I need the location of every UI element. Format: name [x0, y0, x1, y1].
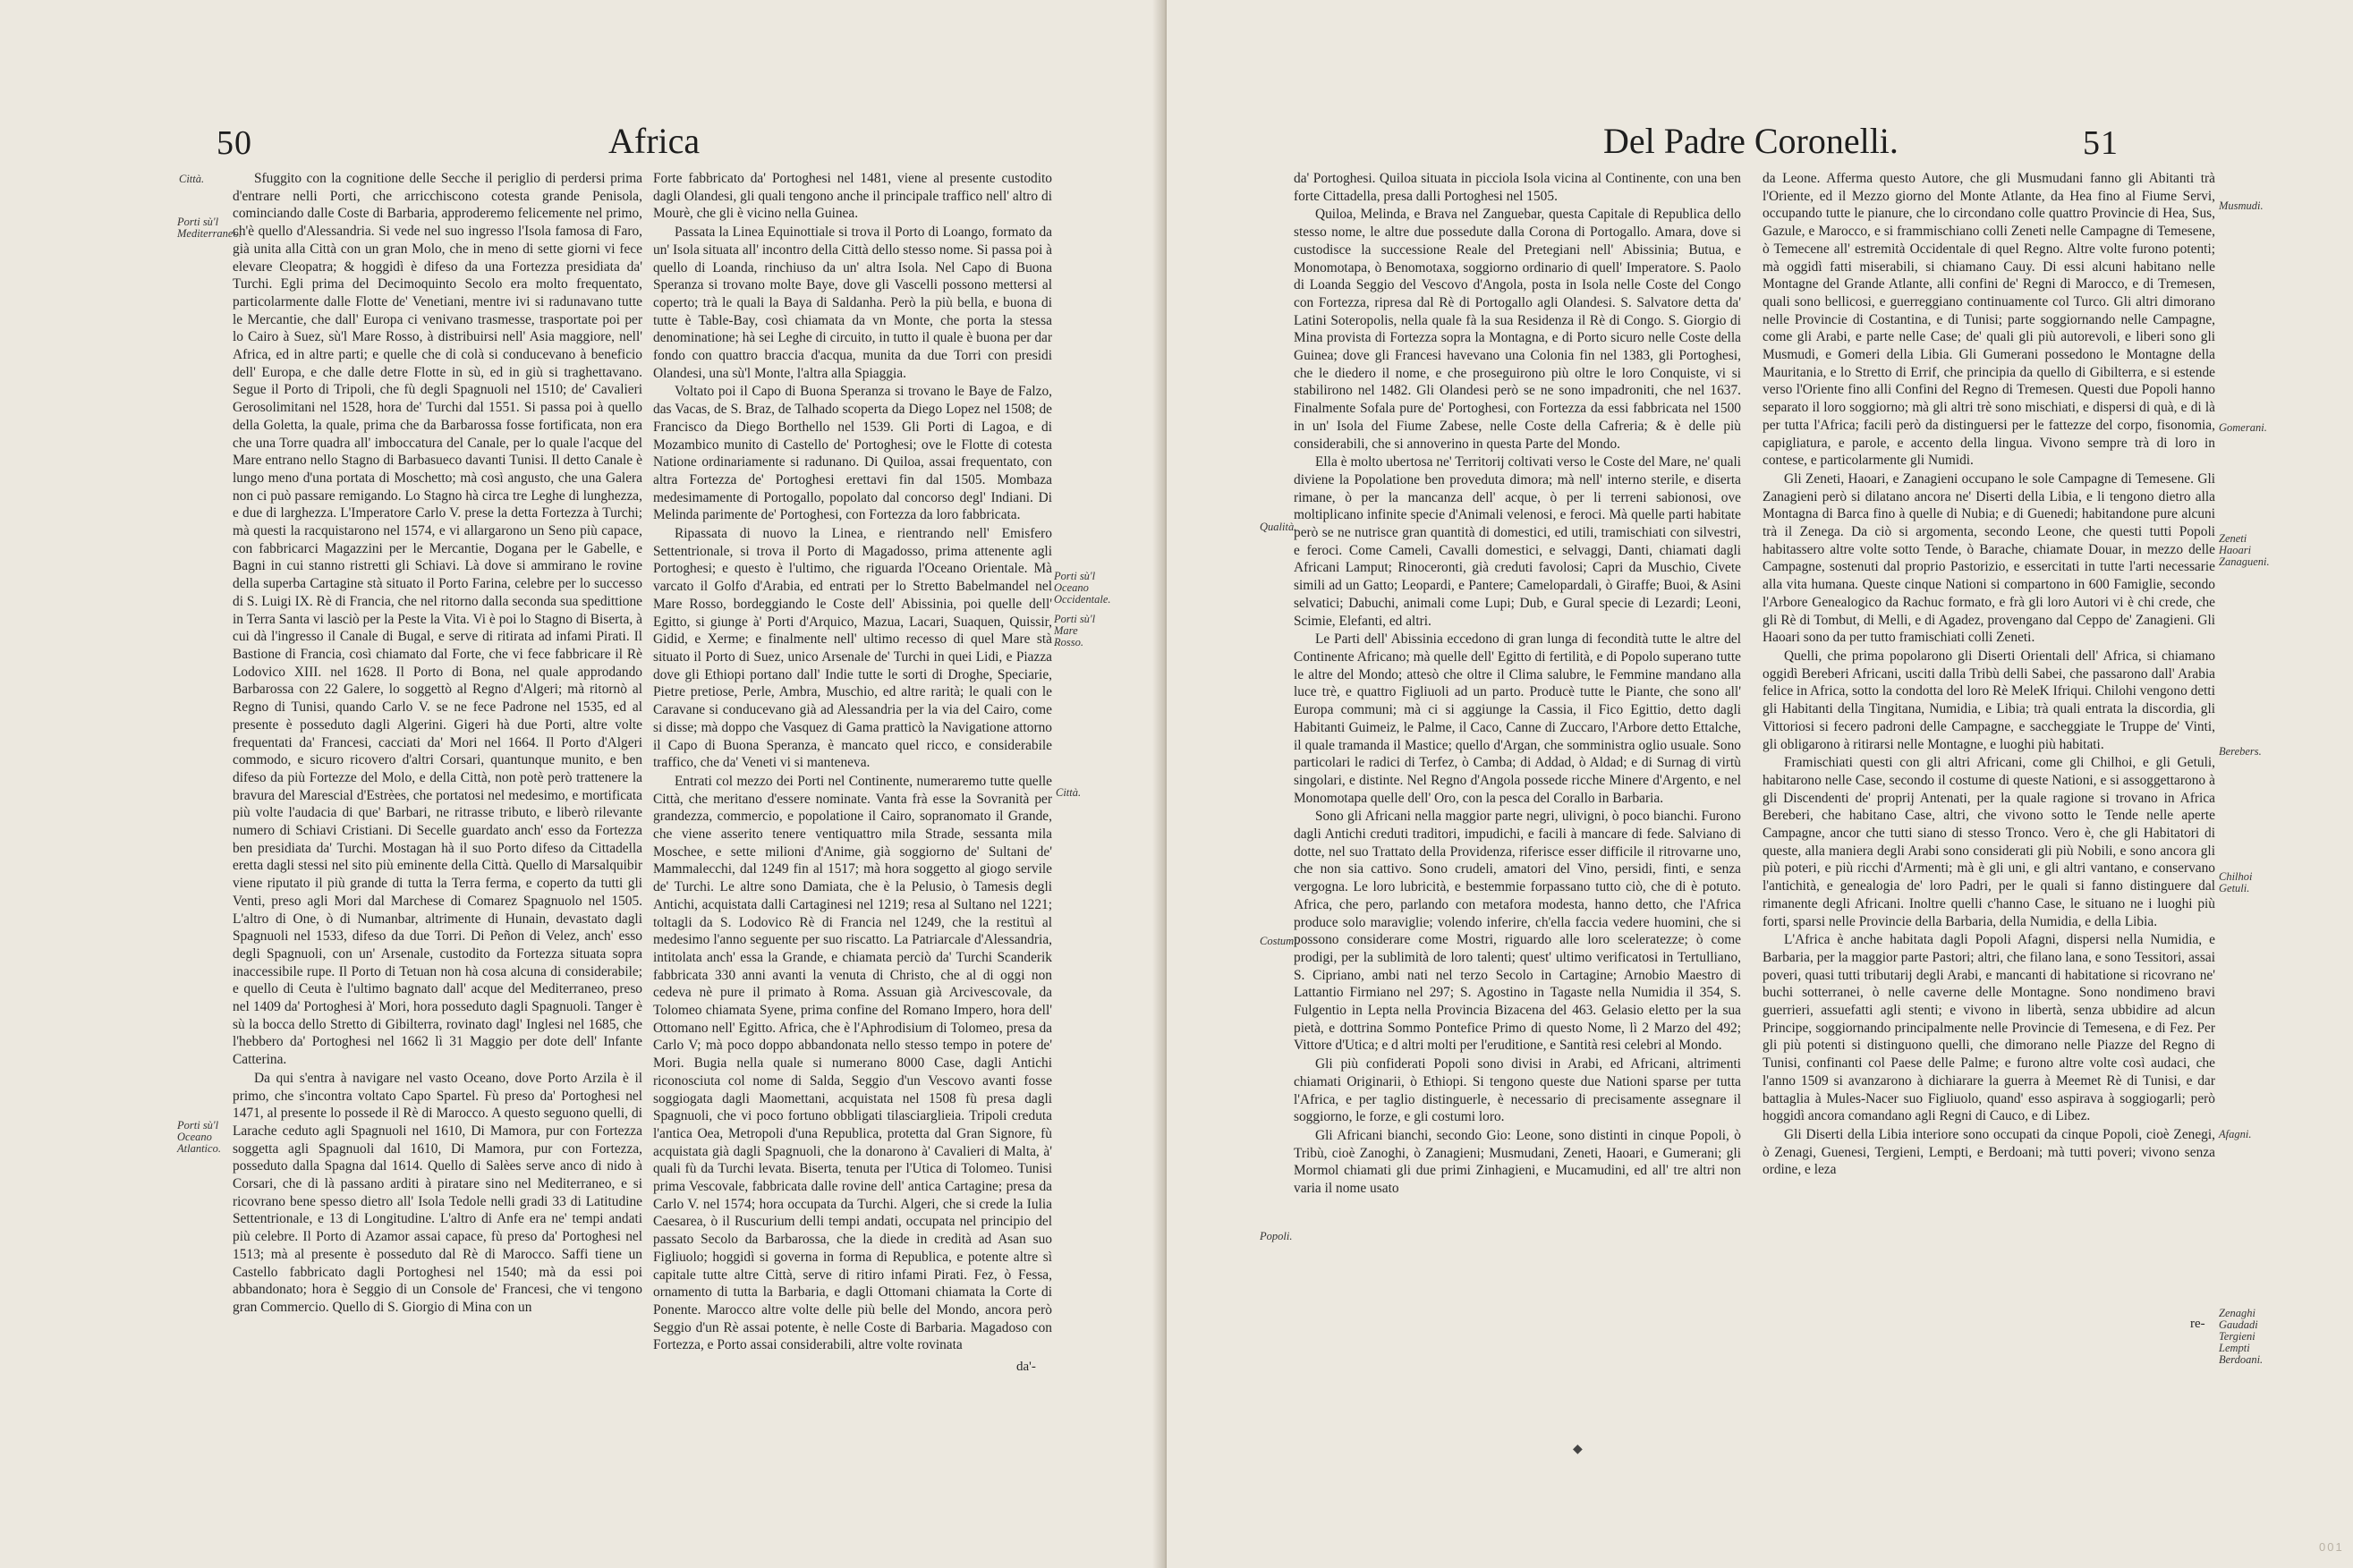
- paragraph: Ella è molto ubertosa ne' Territorij coltivati verso le Coste del Mare, ne' quali diviene la Popolatione ben proveduta dimora; mà nell' interno sterile, e diserta rimane, ò per la mancanza dell' acque, ò per li terreni sabionosi, ove moltiplicano infinite specie d'Animali velenosi, e feroci. Mà quelle parti habitate però se ne nutrisce gran quantità di domestici, ed utili, tramischiati con silvestri, e feroci. Come Cameli, Cavalli domestici, e selvaggi, Danti, chiamati dagli Africani Lamput; Rinoceronti, già creduti favolosi; Capri da Muschio, Civete simili ad un Gatto; Leopardi, e Pantere; Camelopardali, ò Giraffe; Buoi, & Asini selvatici; Dabuchi, animali come Lupi; Dub, e Gural specie di Lezardi; Leoni, Scimie, Elefanti, ed altri.: [1294, 454, 1741, 629]
- paragraph: da Leone. Afferma questo Autore, che gli Musmudani fanno gli Abitanti trà l'Oriente, ed il Mezzo giorno del Monte Atlante, da Hea fino al Fiume Servi, occupando tutte le pianure, che lo circondano colle quattro Provincie di Hea, Sus, Gazule, e Marocco, e si frammischiano colli Zeneti nelle Campagne di Temesene, ò Temecene all' estremità Occidentale di quel Regno. Altre volte furono potenti; mà oggidì fatti miserabili, si chiamano Cauy. Di essi alcuni habitano nelle Montagne del Grande Atlante, alli confini de' Regni di Marocco, e di Tremesen, quali sono bellicosi, e guerreggiano continuamente col Turco. Gli altri dimorano nelle Provincie di Costantina, e di Tunisi; parte soggiornando nelle Campagne, come gli Arabi, e parte nelle Case; de' quali gli più autorevoli, e liberi sono gli Musmudi, e Gomeri della Libia. Gli Gumerani possedono le Montagne della Mauritania, e lo Stretto di Errif, che principia da quello di Gibilterra, e si estende verso l'Oriente fino alli Confini del Regno di Tremesen. Questi due Popoli hanno separato il loro soggiorno; mà gli altri trè sono mischiati, e dispersi di quà, e di là per tutta l'Africa; facili però da distinguersi per le fattezze del corpo, fisonomia, capigliatura, e parole, e accento della lingua. Vivono sempre trà di loro in contese, e particolarmente gli Numidi.: [1763, 171, 2215, 469]
- right-column-1: [1294, 170, 1741, 1198]
- left-folio-number: 50: [217, 124, 252, 162]
- paragraph: Gli più confiderati Popoli sono divisi in Arabi, ed Africani, altrimenti chiamati Originarii, ò Ethiopi. Si tengono queste due Nationi sparse per tutta l'Africa, e per taglio distinguerle, è necessario di precisamente assegnare il soggiorno, le forze, e gli costumi loro.: [1294, 1056, 1741, 1125]
- margin-note-musmudi: Musmudi.: [2219, 199, 2264, 212]
- margin-note-porti-mediterraneo: Porti sù'l Mediterraneo.: [177, 216, 242, 240]
- margin-note-citta: Città.: [179, 173, 205, 185]
- paragraph: Framischiati questi con gli altri Africani, come gli Chilhoi, e gli Getuli, habitarono nelle Case, secondo il costume di queste Nationi, e si assoggettarono à gli Discendenti de' proprij Antenati, per la quale ragione si trovano in Africa Bereberi, che habitano Case, altri, che vivono sotto le Tende nelle aperte Campagne, ancor che tutti siano di stesso Tronco. Vero è, che gli Habitatori di queste, alla maniera degli Arabi sono considerati gli più Nobili, e sono ancora gli più poteri, e più ricchi d'Armenti; mà è gli uni, e gli altri vantano, e conservano l'antichità, e genealogia de' loro Padri, per le quali si fanno distinguere dal rimanente degli Africani. Inoltre quelli c'hanno Case, le situano ne i luoghi più forti, sparsi nelle Provincie della Barbaria, della Numidia, e della Libia.: [1763, 755, 2215, 929]
- margin-note-berebers: Berebers.: [2219, 745, 2262, 758]
- paragraph: Passata la Linea Equinottiale si trova il Porto di Loango, formato da un' Isola situata all' incontro della Città dello stesso nome. Si passa poi à quello di Loanda, rinchiuso da un' altra Isola. Nel Capo di Buona Speranza si trovano molte Baye, dove gli Vascelli possono mettersi al coperto; trà le quali la Baya di Saldanha. Però la più bella, e buona di tutte è Table-Bay, così chiamata da vn Monte, che porta la stessa denominatione; hà sei Leghe di circuito, in tutto il quale è buona per dar fondo con quattro braccia d'acqua, munita da due Torri con presidi Olandesi, una sù'l Monte, l'altra alla Spiaggia.: [653, 225, 1052, 381]
- paragraph: L'Africa è anche habitata dagli Popoli Afagni, dispersi nella Numidia, e Barbaria, per la maggior parte Pastori; altri, che filano lana, e sono Tessitori, assai poveri, quasi tutti tributarij degli Arabi, e mancanti di habitatione si ricovrano ne' buchi sotterranei, ò nelle caverne delle Montagne. Sono nondimeno bravi guerrieri, assuefatti agli stenti; e vivono in libertà, senza ubbidire ad alcun Principe, soggiornando principalmente nelle Provincie di Temesena, e di Fez. Per gli più potenti si distinguono quelli, che dimorano nelle Piazze del Regno di Tunisi, confinanti col Paese delle Palme; e furono altre volte così audaci, che l'anno 1509 si avanzarono à dichiarare la guerra à Meemet Rè di Tunisi, e dar battaglia à Mules-Nacer suo Figliuolo, quand' esso aspirava à soggiogarli; però hoggidì ancora comandano agli Regni di Cauco, e di Libez.: [1763, 932, 2215, 1124]
- library-stamp: 001: [2319, 1540, 2344, 1554]
- right-page: [1167, 0, 2353, 1568]
- paragraph: Sfuggito con la cognitione delle Secche il periglio di perdersi prima d'entrare nelli Porti, che arricchiscono cotesta grande Penisola, cominciando dalle Coste di Barbaria, approderemo felicemente nel primo, ch'è quello d'Alessandria. Si vede nel suo ingresso l'Isola famosa di Faro, già unita alla Città con un gran Molo, che in meno di sette giorni vi fece elevare Cleopatra; & hoggidì è difeso da una Fortezza presidiata da' Turchi. Egli prima del Decimoquinto Secolo era molto frequentato, particolarmente dalle Flotte de' Venetiani, mentre ivi si radunavano tutte le Mercantie, che dall' Europa ci venivano trasmesse, trasportate poi per lo Cairo à Suez, sù'l Mare Rosso, à distribuirsi nell' Asia maggiore, nell' Africa, ed in altre parti; e quelle che di colà si conducevano à beneficio dell' Europa, e che dalle detre Flotte in sù, ed in giù si traghettavano. Segue il Porto di Tripoli, che fù degli Spagnuoli nel 1510; de' Cavalieri Gerosolimitani nel 1528, hora de' Turchi dal 1551. Si passa poi à quello della Goletta, la quale, prima che da Barbarossa fosse fortificata, non era che una Torre quadra all' imboccatura del Canale, per lo quale l'acque del Mare entrano nello Stagno di Barbasueco davanti Tunisi. Il detto Canale è lungo meno d'una portata di Moschetto; mà così angusto, che una Galera non ci può passare remigando. Lo Stagno hà circa tre Leghe di lunghezza, e due di larghezza. L'Imperatore Carlo V. prese la detta Fortezza à Turchi; mà questi la racquistarono nel 1574, e vi allargarono un Seno più capace, con fabbricarci Magazzini per le Mercantie, Dogana per le Gabelle, e Bagni in cui stanno ristretti gli Schiavi. Là dove si ammirano le rovine della superba Cartagine stà situato il Porto Farina, celebre per lo successo di S. Luigi IX. Rè di Francia, che nel ritorno dalla seconda sua spedittione in Terra Santa vi lasciò per la Peste la Vita. Vi è poi lo Stagno di Biserta, à cui dà l'ingresso il Canale di Bugal, e serve di ritirata ad infami Pirati. Il Bastione di Francia, così chiamato dal Forte, che vi fece fabbricare il Rè Lodovico XIII. nel 1628. Il Porto di Bona, nel quale approdando Barbarossa con 22 Galere, lo soggettò al Regno d'Algeri; mà ritornò al Regno di Tunisi, quando Carlo V. se ne fece Padrone nel 1535, ed al presente è posseduto dagli Algerini. Gigeri hà due Porti, altre volte frequentati da' Francesi, cacciati da' Mori nel 1664. Il Porto d'Algeri commodo, e sicuro ricovero d'altri Corsari, quantunque munito, e ben difeso da più Fortezze del Molo, e della Città, non potè però trattenere la bravura del Marescial d'Estrèes, che portatosi nel medesimo, e mortificata più volte l'audacia di que' Barbari, ne ritrasse tributo, e liberò rilevante numero di Schiavi Cristiani. Di Secelle guardato anch' esso da Fortezza ben presidiata da' Turchi. Mostagan hà il suo Porto difeso da Cittadella eretta dagli stessi nel sito più eminente della Città. Quello di Marsalquibir viene riputato il più grande di tutta la Terra ferma, e coperto da tutti gli Venti, preso agli Mori dal Marchese di Comarez Spagnuolo nel 1505. L'altro di One, ò di Numanbar, altrimente di Hunain, devastato dagli Spagnuoli nel 1533, difeso da due Torri. Di Peñon di Velez, anch' esso degli Spagnuoli, con un' Arsenale, custodito da Fortezza situata sopra inaccessibile rupe. Il Porto di Tetuan non hà cosa alcuna di considerabile; e quello di Ceuta è l'ultimo bagnato dall' acque del Mediterraneo, preso nel 1409 da' Portoghesi à' Mori, hora posseduto dagli Spagnuoli. Tanger è sù la bocca dello Stretto di Gibilterra, rovinato dagl' Inglesi nel 1685, che l'hebbero da' Portoghesi nel 1662 lì 31 Maggio per dote dell' Infante Catterina.: [233, 171, 642, 1068]
- paragraph: Quiloa, Melinda, e Brava nel Zanguebar, questa Capitale di Republica dello stesso nome, le altre due possedute dalla Corona di Portogallo. Amara, dove si custodisce la successione Reale del Pretegiani nell' Abissinia; Butua, e Monomotapa, ò Benomotaxa, soggiorno ordinario di quell' Imperatore. S. Paolo di Loanda Seggio del Vescovo d'Angola, posta in Isola nelle Coste del Congo con Fortezza, ripresa dal Rè di Portogallo agli Olandesi. S. Salvatore detta da' Latini Soteropolis, nella quale fà la sua Residenza il Rè di Congo. S. Giorgio di Mina provista di Fortezza sopra la Montagna, e di Porto sicuro nelle Coste della Guinea; dove gli Francesi havevano una Colonia fin nel 1383, gli Portoghesi, che le diedero il nome, e che proseguirono più oltre le loro Conquiste, vi si stabilirono nel 1482. Gli Olandesi però se ne sono impadroniti, che nel 1637. Finalmente Sofala pure de' Portoghesi, con Fortezza da essi fabbricata nel 1500 in un' Isola del Fiume Zabese, nelle Coste della Cafreria; & è delle più considerabili, che si annoverino in questa Parte del Mondo.: [1294, 207, 1741, 452]
- margin-note-zeneti: Zeneti Haoari Zanagueni.: [2219, 532, 2270, 568]
- margin-note-porti-mare-rosso: Porti sù'l Mare Rosso.: [1054, 613, 1096, 648]
- right-folio-number: 51: [2083, 124, 2119, 162]
- margin-note-zenaghi: Zenaghi Gaudadi Tergieni Lempti Berdoani.: [2219, 1307, 2264, 1366]
- left-catchword: da'-: [1016, 1360, 1036, 1374]
- margin-note-costumi: Costumi.: [1260, 935, 1300, 947]
- paragraph: Da qui s'entra à navigare nel vasto Oceano, dove Porto Arzila è il primo, che s'incontra voltato Capo Spartel. Fù preso da' Portoghesi nel 1471, al presente lo possede il Rè di Marocco. A questo seguono quelli, di Larache ceduto agli Spagnuoli nel 1610, Di Mamora, pur con Fortezza soggetta agli Spagnuoli dal 1610, Di Mamora, pur con Fortezza, posseduto dalla Spagna dal 1614. Quello di Salèes serve anco di nido à Corsari, che di là passano arditi à piratare sino nel Mediterraneo, e si ricovrano bene spesso dietro all' Isola Tedole nelli gradi 33 di Latitudine Settentrionale, e 13 di Longitudine. L'altro di Anfe era ne' tempi andati più celebre. Il Porto di Azamor assai capace, fù preso da' Portoghesi nel 1513; mà al presente è posseduto dal Rè di Marocco. Saffi tiene un Castello fabbricato dagli Portoghesi nel 1540; mà da essi poi abbandonato; hora è Seggio di un Console de' Francesi, che vi tengono gran Commercio. Quello di S. Giorgio di Mina con un: [233, 1070, 642, 1315]
- margin-note-gomerani: Gomerani.: [2219, 421, 2267, 434]
- paragraph: Forte fabbricato da' Portoghesi nel 1481, viene al presente custodito dagli Olandesi, gli quali tengono anche il principale traffico nell' altro di Mourè, che gli è vicino nella Guinea.: [653, 171, 1052, 222]
- paragraph: Gli Africani bianchi, secondo Gio: Leone, sono distinti in cinque Popoli, ò Tribù, cioè Zanoghi, ò Zanagieni; Musmudani, Zeneti, Haoari, e Gumerani; gli Mormol chiamati gli due primi Zinhagieni, e Mucamudini, ed all' tre altri non varia il nome usato: [1294, 1127, 1741, 1197]
- paragraph: Gli Zeneti, Haoari, e Zanagieni occupano le sole Campagne di Temesene. Gli Zanagieni però si dilatano ancora ne' Diserti della Libia, e li tengono dietro alla Montagna di Barca fino à quelle di Nubia; e di Guenedi; habitandone pure alcuni trà il Zenega. Da ciò si argomenta, secondo Leone, che questi tutti Popoli habitassero altre volte sotto Tende, ò Barache, chiamate Douar, in mezzo delle Campagne, sostenuti dal proprio Pastorizio, e essercitati in tutte l'arti necessarie alla vita humana. Queste cinque Nationi si compartono in 600 Famiglie, secondo l'Arbore Genealogico da Rachuc formato, e frà gli loro Autori vi è chi crede, che gli Rè di Tombut, di Melli, e di Agadez, provengano dal Ceppo de' Zanagieni. Gli Haoari sono da per tutto framischiati colli Zeneti.: [1763, 470, 2215, 646]
- paragraph: Voltato poi il Capo di Buona Speranza si trovano le Baye de Falzo, das Vacas, de S. Braz, de Talhado scoperta da Diego Lopez nel 1508; de Francisco da Diego Borthello nel 1539. Gli Porti di Lagoa, e di Mozambico munito di Castello de' Portoghesi; ove le Flotte di cotesta Natione ordinariamente si radunano. Di Quiloa, assai frequentato, con altra Fortezza de' Portoghesi erettavi fin dal 1505. Mombaza medesimamente di Portogallo, popolato dal concorso degl' Indiani. Di Melinda parimente de' Portoghesi, con Fortezza da loro fabbricata.: [653, 384, 1052, 523]
- margin-note-porti-oceano-atlantico: Porti sù'l Oceano Atlantico.: [177, 1119, 221, 1155]
- margin-note-qualita: Qualità.: [1260, 521, 1297, 533]
- left-column-1: [233, 170, 642, 1317]
- paragraph: Sono gli Africani nella maggior parte negri, ulivigni, ò poco bianchi. Furono dagli Antichi creduti traditori, impudichi, e facili à mancare di fede. Salviano di dotte, nel suo Trattato della Providenza, riferisce esser difficile il ritrovarne uno, che non sia cattivo. Sono crudeli, amatori del Vino, persidi, finti, e senza vergogna. Le loro lubricità, e bestemmie forpassano tutto ciò, che di è potuto. Africa, che pero, parlando con metafora modesta, hanno detto, che l'Africa produce solo maraviglie; volendo inferire, ch'ella faccia vedere huomini, che si possono considerare come Mostri, riguardo alle loro sceleratezze; ò come prodigi, per la sublimità de loro talenti; quest' ultimo verificatosi in Tertulliano, S. Cipriano, ambi nati nel terzo Secolo in Cartagine; Arnobio Maestro di Lattantio Firmiano nel 297; S. Agostino in Tagaste nella Numidia il 354, S. Fulgentio in Lepta nella Provincia Bizacena del 463. Gelasio eletto per la sua pietà, e dottrina Sommo Pontefice Primo di questo Nome, lì 2 Marzo del 492; Vittore d'Utica; e d altri molti per l'eruditione, e Santità resi celebri al Mondo.: [1294, 809, 1741, 1054]
- left-page: [0, 0, 1163, 1568]
- paragraph: Ripassata di nuovo la Linea, e rientrando nell' Emisfero Settentrionale, si trova il Porto di Magadosso, prima attenente agli Portoghesi; e questo è l'ultimo, che riguarda l'Oceano Orientale. Mà varcato il Golfo d'Arabia, ed entrati per lo Stretto Babelmandel nel Mare Rosso, bordeggiando le Coste dell' Abissinia, poi quelle dell' Egitto, si giunge à' Porti d'Arquico, Mazua, Lacari, Suaquen, Quissir, Gidid, e Xerme; e finalmente nell' ultimo recesso di quel Mare stà situato il Porto di Suez, unico Arsenale de' Turchi in quei Lidi, e Piazza dove gli Ethiopi portano dall' Indie tutte le sorti di Droghe, Speciarie, Pietre pretiose, Perle, Ambra, Muschio, ed altre rarità; le quali con le Caravane si conducevano già ad Alessandria per la via del Cairo, come si disse; mà doppo che Vasquez di Gama pratticò la Navigatione attorno il Capo di Buona Speranza, è mancato quel ricco, e considerabile traffico, che da' Veneti vi si manteneva.: [653, 526, 1052, 771]
- right-column-2: [1763, 170, 2215, 1179]
- margin-note-afagni: Afagni.: [2219, 1128, 2252, 1140]
- margin-note-citta-2: Città.: [1056, 786, 1082, 799]
- paragraph: Gli Diserti della Libia interiore sono occupati da cinque Popoli, cioè Zenegi, ò Zenagi, Guenesi, Tergieni, Lempti, e Berdoani; mà tutti poveri; vivono senza ordine, e leza: [1763, 1126, 2215, 1178]
- margin-note-chilhoi-getuli: Chilhoi Getuli.: [2219, 870, 2253, 894]
- left-column-2: [653, 170, 1052, 1354]
- right-catchword: re-: [2190, 1317, 2205, 1331]
- margin-note-porti-oceano-occidentale: Porti sù'l Oceano Occidentale.: [1054, 570, 1111, 606]
- margin-note-popoli: Popoli.: [1260, 1230, 1293, 1242]
- left-page-title: Africa: [608, 121, 701, 161]
- paragraph: Quelli, che prima popolarono gli Diserti Orientali dell' Africa, si chiamano oggidì Bereberi Africani, usciti dalla Tribù delli Sabei, che passarono dall' Arabia felice in Africa, sotto la condotta del loro Rè MeleK Ifriqui. Chilohi vengono detti gli Habitanti della Tingitana, Numidia, e Libia; trà quali entrata la discordia, gli Vittoriosi si fecero padroni delle Campagne, e saccheggiate le Truppe de' Vinti, gli obligarono à ritirarsi nelle Montagne, e luoghi più habitati.: [1763, 648, 2215, 752]
- right-page-title: Del Padre Coronelli.: [1603, 121, 1899, 161]
- paragraph: da' Portoghesi. Quiloa situata in picciola Isola vicina al Continente, con una ben forte Cittadella, presa dalli Portoghesi nel 1505.: [1294, 171, 1741, 204]
- paragraph: Entrati col mezzo dei Porti nel Continente, numeraremo tutte quelle Città, che meritano d'essere nominate. Vanta frà esse la Sovranità per grandezza, commercio, e popolatione il Cairo, sopranomato il Grande, che viene asserito tenere ventiquattro mila Strade, sessanta mila Moschee, e sette milioni d'Anime, già soggiorno de' Sultani de' Mammalecchi, dal 1249 fin al 1517; mà hora soggetto al giogo servile de' Turchi. Le altre sono Damiata, che è la Pelusio, ò Tamesis degli Antichi, acquistata dalli Cartaginesi nel 1219; resa al Sultano nel 1221; toltagli da S. Lodovico Rè di Francia nel 1249, che la restituì al medesimo l'anno seguente per suo riscatto. La Patriarcale d'Alessandria, intitolata anch' essa la Grande, e chiamata perciò da' Turchi Scanderik fabbricata 330 anni avanti la venuta di Christo, che al di oggi non cedeva nè pure il primato à Roma. Assuan già Arcivescovale, da Tolomeo chiamata Syene, prima confine del Romano Impero, hora dell' Ottomano nell' Egitto. Africa, che è l'Aphrodisium di Tolomeo, presa da Carlo V; mà poco doppo abbandonata nello stesso tempo in potere de' Mori. Bugia nella quale si numerano 8000 Case, dagli Antichi riconosciuta col nome di Salda, Seggio d'un Vescovo avanti fosse soggiogata dagli Maomettani, acquistata nel 1508 fù presa dagli Spagnuoli, che vi poco fortuno obbligati tilasciarglieia. Tripoli creduta l'antica Oea, Metropoli d'una Republica, protetta dal Gran Signore, fù acquistata già dagli Spagnuoli, che la donarono à' Cavalieri di Malta, à' quali fù da Turchi levata. Biserta, tenuta per l'Utica di Tolomeo. Tunisi prima Vescovale, fabbricata dalle rovine dell' antica Cartagine; presa da Carlo V. nel 1574; hora occupata da Turchi. Algeri, che si crede la Iulia Caesarea, ò il Ruscurium delli tempi andati, occupata nel principio del passato Secolo da Barbarossa, che la diede in credità ad Asan suo Figliuolo; hoggidì si governa in forma di Republica, e potente altre sì capitale tutte altre Città, serve di ritiro infami Pirati. Fez, ò Fessa, ornamento di tutta la Barbaria, e dagli Ottomani chiamata la Corte di Ponente. Marocco altre volte delle più belle del Mondo, ancora però Seggio d'un Rè assai potente, è nelle Coste di Barbaria. Magadoso con Fortezza, e Porto assai considerabili, altre volte rovinata: [653, 773, 1052, 1353]
- fleuron-ornament-icon: ◆: [1573, 1442, 1583, 1456]
- paragraph: Le Parti dell' Abissinia eccedono di gran lunga di fecondità tutte le altre del Continente Africano; mà quelle dell' Egitto di fertilità, e di Popolo superano tutte le altre del Mondo; attesò che oltre il Clima salubre, le Femmine mandano alla luce trè, e quattro Figliuoli ad un parto. Producè tutte le Piante, che sono all' Europa communi; mà ci si aggiunge la Cassia, il Fico Egittio, detto dagli Habitanti Guimeiz, le Palme, il Caco, Canne di Zuccaro, l'Arbore detto Ettalche, il quale tramanda il Mastice; quello d'Argan, che somministra oglio usuale. Sono particolari le radici di Terfez, ò Camba; di Addad, ò Aldad; e di Surnag di virtù singolari, e distinte. Nel Regno d'Angola possede ricche Minere d'Argento, e nel Monomotapa quelle dell' Oro, con la pesca del Corallo in Barbaria.: [1294, 631, 1741, 806]
